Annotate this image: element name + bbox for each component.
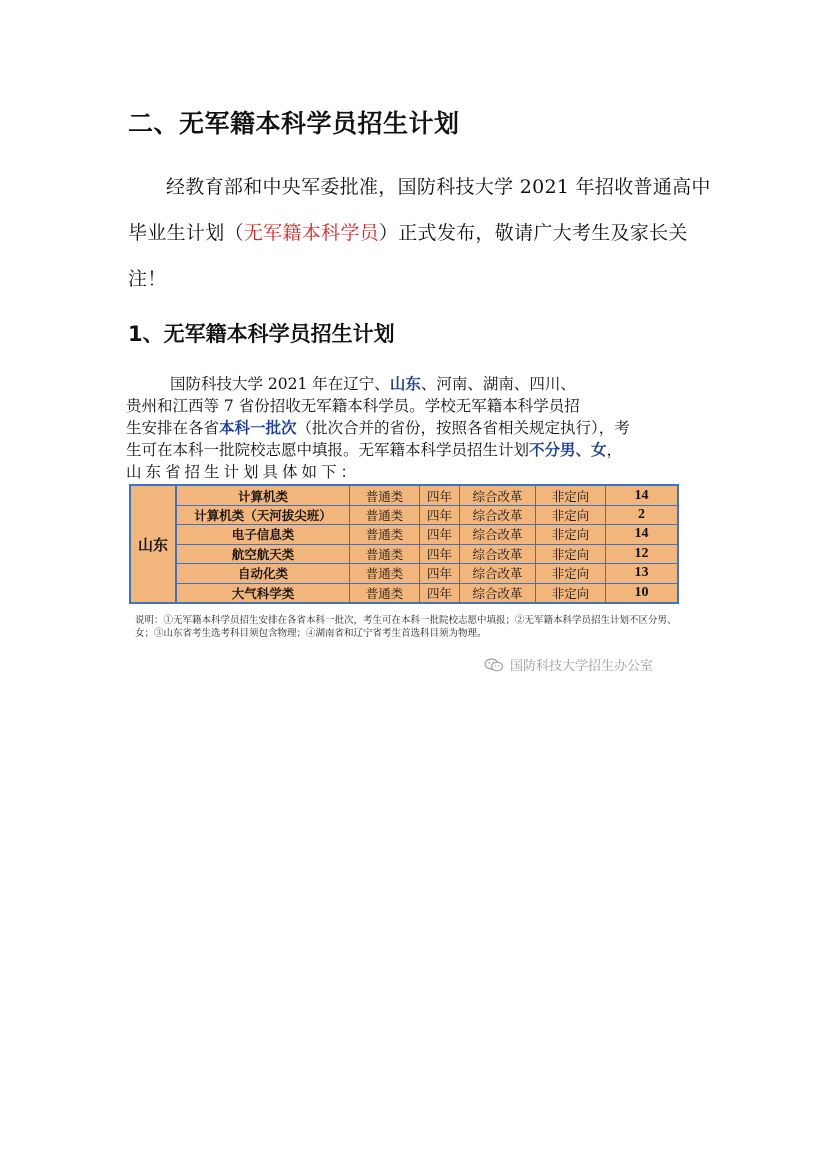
subsection-heading: 1、无军籍本科学员招生计划 <box>128 322 395 346</box>
footnote: 说明：①无军籍本科学员招生安排在各省本科一批次，考生可在本科一批院校志愿中填报；②无军籍本科学员招生计划不区分男、女；③山东省考生选考科目须包含物理；④湖南省和辽宁省考生首选科目须为物理。 <box>135 615 677 639</box>
intro-text: 毕业生计划（ <box>128 222 244 244</box>
table-row <box>177 564 677 584</box>
table-cell-duration: 四年 <box>420 544 460 563</box>
table-cell-count: 14 <box>634 526 649 542</box>
table-cell-direction: 非定向 <box>536 505 606 524</box>
table-row <box>177 544 677 564</box>
table-cell-type: 普通类 <box>350 486 420 505</box>
table-cell-duration: 四年 <box>420 486 460 505</box>
section-heading: 二、无军籍本科学员招生计划 <box>128 109 460 138</box>
table-cell-type: 普通类 <box>350 505 420 524</box>
table-cell-count: 12 <box>634 545 649 561</box>
table-row <box>177 486 677 506</box>
table-cell-direction: 非定向 <box>536 525 606 544</box>
para-text: 、河南、湖南、四川、 <box>420 375 576 393</box>
table-cell-reform: 综合改革 <box>460 525 536 544</box>
table-cell-major: 航空航天类 <box>177 544 350 563</box>
table-cell-major: 电子信息类 <box>177 525 350 544</box>
para-line-2: 贵州和江西等 7 省份招收无军籍本科学员。学校无军籍本科学员招 <box>126 397 580 415</box>
table-cell-direction: 非定向 <box>536 583 606 602</box>
table-cell-count: 14 <box>634 487 649 503</box>
intro-line-2 <box>128 218 688 245</box>
table-cell-reform: 综合改革 <box>460 544 536 563</box>
para-line-5: 山东省招生计划具体如下： <box>126 463 361 481</box>
table-cell-type: 普通类 <box>350 525 420 544</box>
table-cell-direction: 非定向 <box>536 544 606 563</box>
table-cell-type: 普通类 <box>350 564 420 583</box>
intro-line-1: 经教育部和中央军委批准，国防科技大学 2021 年招收普通高中 <box>166 176 711 198</box>
para-text: 生安排在各省 <box>126 419 220 437</box>
table-cell-duration: 四年 <box>420 583 460 602</box>
table-cell-type: 普通类 <box>350 583 420 602</box>
highlight-red-text: 无军籍本科学员 <box>243 222 379 244</box>
highlight-blue-text: 本科一批次 <box>219 419 297 437</box>
table-row <box>177 525 677 545</box>
table-cell-direction: 非定向 <box>536 564 606 583</box>
table-cell-count: 2 <box>638 506 645 522</box>
table-cell-reform: 综合改革 <box>460 486 536 505</box>
para-line-1 <box>170 372 576 394</box>
table-cell-duration: 四年 <box>420 525 460 544</box>
watermark <box>484 655 653 674</box>
watermark-text: 国防科技大学招生办公室 <box>510 659 654 674</box>
intro-line-3: 注！ <box>128 268 167 290</box>
enrollment-plan-table <box>129 484 679 604</box>
wechat-icon <box>484 658 504 672</box>
table-cell-major: 计算机类 <box>177 486 350 505</box>
table-cell-major: 计算机类（天河拔尖班） <box>177 505 350 524</box>
table-row <box>177 583 677 602</box>
para-text: 生可在本科一批院校志愿中填报。无军籍本科学员招生计划 <box>126 441 530 459</box>
table-cell-major: 自动化类 <box>177 564 350 583</box>
highlight-blue-text: 山东 <box>389 375 421 393</box>
para-text: （批次合并的省份，按照各省相关规定执行），考 <box>296 419 630 437</box>
para-line-3 <box>126 416 630 438</box>
table-cell-duration: 四年 <box>420 505 460 524</box>
table-cell-reform: 综合改革 <box>460 583 536 602</box>
table-row <box>177 505 677 525</box>
table-cell-major: 大气科学类 <box>177 583 350 602</box>
table-cell-reform: 综合改革 <box>460 505 536 524</box>
table-cell-count: 13 <box>634 565 649 581</box>
table-cell-direction: 非定向 <box>536 486 606 505</box>
highlight-blue-text: 不分男、女 <box>529 441 607 459</box>
table-cell-count: 10 <box>634 584 649 600</box>
table-cell-duration: 四年 <box>420 564 460 583</box>
table-cell-type: 普通类 <box>350 544 420 563</box>
para-line-4 <box>126 438 622 460</box>
para-text: ， <box>606 441 623 459</box>
para-text: 国防科技大学 2021 年在辽宁、 <box>170 375 390 393</box>
table-cell-reform: 综合改革 <box>460 564 536 583</box>
province-cell: 山东 <box>131 486 177 602</box>
intro-text: ）正式发布，敬请广大考生及家长关 <box>378 222 688 244</box>
